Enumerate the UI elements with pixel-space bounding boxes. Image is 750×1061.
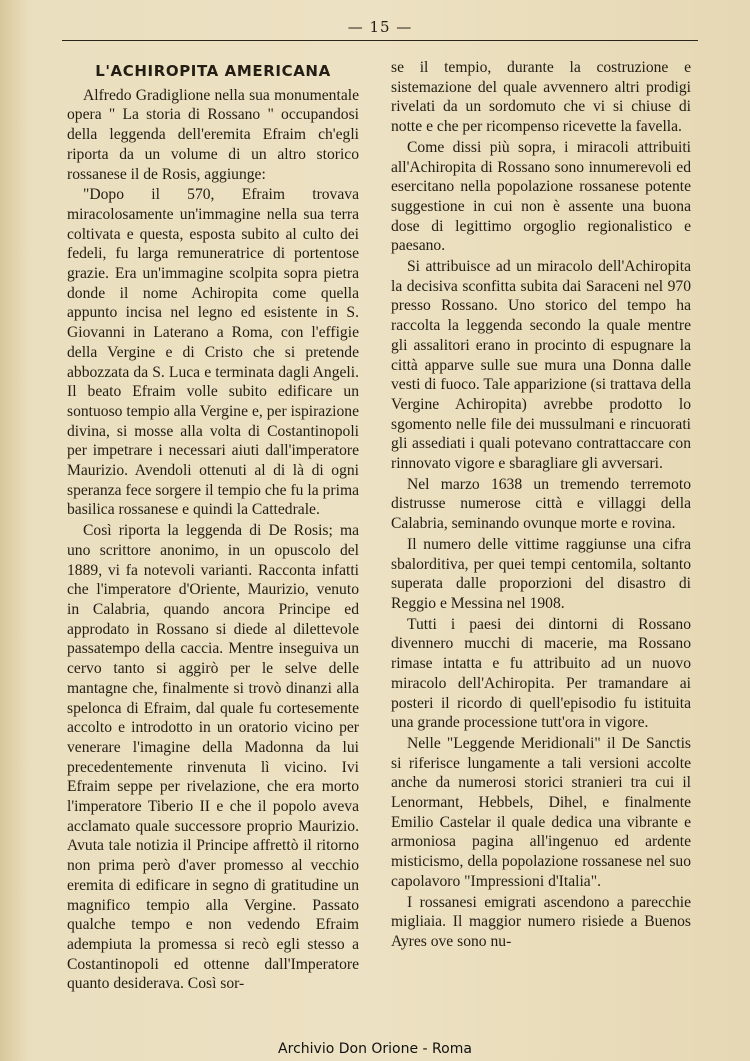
right-column [391, 58, 691, 953]
paragraph: se il tempio, durante la costruzione e sistemazione del quale avvennero altri prodigi rivelati da un sordomuto che vi si chiuse di notte e che per ricompenso ricevette la favella. [391, 59, 691, 136]
paragraph: Alfredo Gradiglione nella sua monumentale opera " La storia di Rossano " occupandosi della leggenda dell'eremita Efraim ch'egli riporta da un volume di un altro storico rossanese il de Rosis, aggiunge: [67, 86, 359, 183]
paragraph: Nel marzo 1638 un tremendo terremoto distrusse numerose città e villaggi della Calabria, seminando ovunque morte e rovina. [391, 475, 691, 533]
header-divider [62, 40, 698, 41]
paragraph: Il numero delle vittime raggiunse una cifra sbalorditiva, per quei tempi centomila, soltanto superata dalle proporzioni del disastro di Reggio e Messina nel 1908. [391, 535, 691, 612]
left-column [67, 58, 359, 995]
paragraph: Tutti i paesi dei dintorni di Rossano divennero mucchi di macerie, ma Rossano rimase intatta e fu attribuito ad un nuovo miracolo dell'Achiropita. Per tramandare ai posteri il ricordo di quell'episodio fu istituita una grande processione tutt'ora in vigore. [391, 615, 691, 732]
paragraph: I rossanesi emigrati ascendono a parecchie migliaia. Il maggior numero risiede a Buenos Ayres ove sono nu- [391, 893, 691, 950]
paragraph: Nelle "Leggende Meridionali" il De Sanctis si riferisce lungamente a tali versioni accolte anche da numerosi storici stranieri tra cui il Lenormant, Hebbels, Dihel, e finalmente Emilio Castelar il quale dedica una vibrante e armoniosa pagina all'ingenuo ed ardente misticismo, della popolazione rossanese nel suo capolavoro "Impressioni d'Italia". [391, 734, 691, 890]
page-number: — 15 — [347, 18, 413, 36]
paragraph: Come dissi più sopra, i miracoli attribuiti all'Achiropita di Rossano sono innumerevoli ed esercitano nella popolazione rossanese potente suggestione in cui non è assente una buona dose di legittimo orgoglio regionalistico e paesano. [391, 138, 691, 255]
paragraph: "Dopo il 570, Efraim trovava miracolosamente un'immagine nella sua terra coltivata e questa, esposta subito al culto dei fedeli, fu larga remuneratrice di portentose grazie. Era un'immagine scolpita sopra pietra donde il nome Achiropita come quella appunto incisa nel legno ed esistente in S. Giovanni in Laterano a Roma, con l'effigie della Vergine e di Cristo che si pretende abbozzata da S. Luca e terminata dagli Angeli. Il beato Efraim volle subito edificare un sontuoso tempio alla Vergine e, per ispirazione divina, si mosse alla volta di Costantinopoli per impetrare i necessari aiuti dall'imperatore Maurizio. Avendoli ottenuti al di là di ogni speranza fece sorgere il tempio che fu la prima basilica rossanese e quindi la Cattedrale. [67, 186, 359, 519]
paragraph: Si attribuisce ad un miracolo dell'Achiropita la decisiva sconfitta subita dai Saraceni nel 970 presso Rossano. Uno storico del tempo ha raccolta la leggenda secondo la quale mentre gli assalitori erano in procinto di espugnare la città apparve sulle sue mura una Donna dalle vesti di fuoco. Tale apparizione (si trattava della Vergine Achiropita) avrebbe prodotto lo sgomento nelle file dei mussulmani e rincuorati gli assediati i quali potevano contrattaccare con rinnovato vigore e sbaragliare gli avversari. [391, 258, 691, 473]
article-title: L'ACHIROPITA AMERICANA [95, 62, 331, 80]
paragraph: Così riporta la leggenda di De Rosis; ma uno scrittore anonimo, in un opuscolo del 1889, vi fa notevoli varianti. Racconta infatti che l'imperatore d'Oriente, Maurizio, venuto in Calabria, quando ancora Principe ed approdato in Rossano si diede al dilettevole passatempo della caccia. Mentre inseguiva un cervo tanto si aggirò per le selve delle mantagne che, finalmente si trovò dinanzi alla spelonca di Efraim, dal quale fu cortesemente accolto e introdotto in un oratorio vicino per venerare l'imagine della Madonna da lui precedentemente rinvenuta lì vicino. Ivi Efraim seppe per rivelazione, che era morto l'imperatore Tiberio II e che il popolo aveva acclamato quale successore proprio Maurizio. Avuta tale notizia il Principe affrettò il ritorno non prima però d'aver promesso al vecchio eremita di edificare in segno di gratitudine un magnifico tempio alla Vergine. Passato qualche tempo e non vedendo Efraim adempiuta la promessa si recò egli stesso a Costantinopoli ed ottenne dall'Imperatore quanto desiderava. Così sor- [67, 522, 359, 993]
archive-footer: Archivio Don Orione - Roma [278, 1041, 472, 1057]
